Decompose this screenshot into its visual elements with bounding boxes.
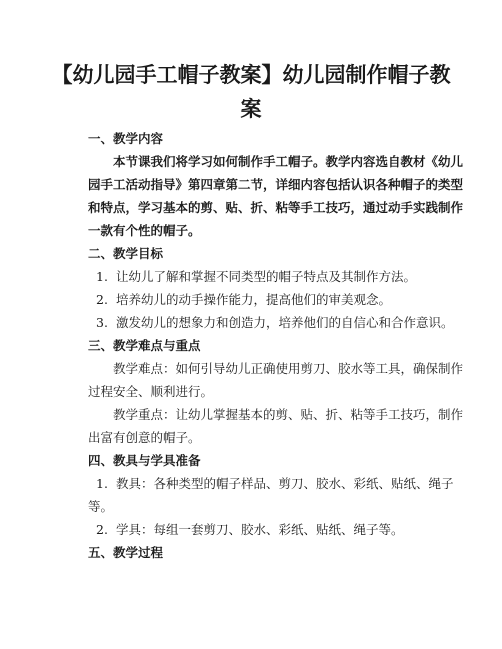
section-heading-difficulties: 三、教学难点与重点 [88, 338, 201, 353]
paragraph-line: 出富有创意的帽子。 [88, 430, 201, 445]
list-item [96, 521, 404, 539]
list-text: 教具：各种类型的帽子样品、剪刀、胶水、彩纸、贴纸、绳子 [116, 476, 454, 491]
list-number: 2. [96, 292, 108, 307]
list-text: 激发幼儿的想象力和创造力，培养他们的自信心和合作意识。 [116, 315, 454, 330]
list-text: 让幼儿了解和掌握不同类型的帽子特点及其制作方法。 [116, 269, 417, 284]
list-item [96, 475, 454, 493]
list-text: 学具：每组一套剪刀、胶水、彩纸、贴纸、绳子等。 [116, 522, 404, 537]
list-number: 1. [96, 269, 108, 284]
section-heading-content: 一、教学内容 [88, 131, 164, 146]
paragraph-line: 一款有个性的帽子。 [88, 223, 201, 238]
list-item [96, 268, 416, 286]
list-text: 培养幼儿的动手操作能力，提高他们的审美观念。 [116, 292, 392, 307]
paragraph-line: 园手工活动指导》第四章第二节，详细内容包括认识各种帽子的类型 [88, 177, 464, 192]
list-number: 3. [96, 315, 108, 330]
document-title-line1: 【幼儿园手工帽子教案】幼儿园制作帽子教 [51, 63, 451, 87]
list-item [96, 314, 454, 332]
paragraph-line: 本节课我们将学习如何制作手工帽子。教学内容选自教材《幼儿 [113, 154, 464, 169]
list-item [96, 291, 391, 309]
section-heading-process: 五、教学过程 [88, 545, 164, 560]
document-title-line2: 案 [240, 97, 262, 121]
paragraph-line: 过程安全、顺利进行。 [88, 384, 214, 399]
section-heading-goals: 二、教学目标 [88, 246, 164, 261]
section-heading-materials: 四、教具与学具准备 [88, 453, 201, 468]
paragraph-line: 等。 [88, 499, 114, 514]
paragraph-line: 教学难点：如何引导幼儿正确使用剪刀、胶水等工具，确保制作 [113, 361, 464, 376]
list-number: 1. [96, 476, 108, 491]
paragraph-line: 教学重点：让幼儿掌握基本的剪、贴、折、粘等手工技巧，制作 [113, 407, 464, 422]
paragraph-line: 和特点，学习基本的剪、贴、折、粘等手工技巧，通过动手实践制作 [88, 200, 464, 215]
list-number: 2. [96, 522, 108, 537]
